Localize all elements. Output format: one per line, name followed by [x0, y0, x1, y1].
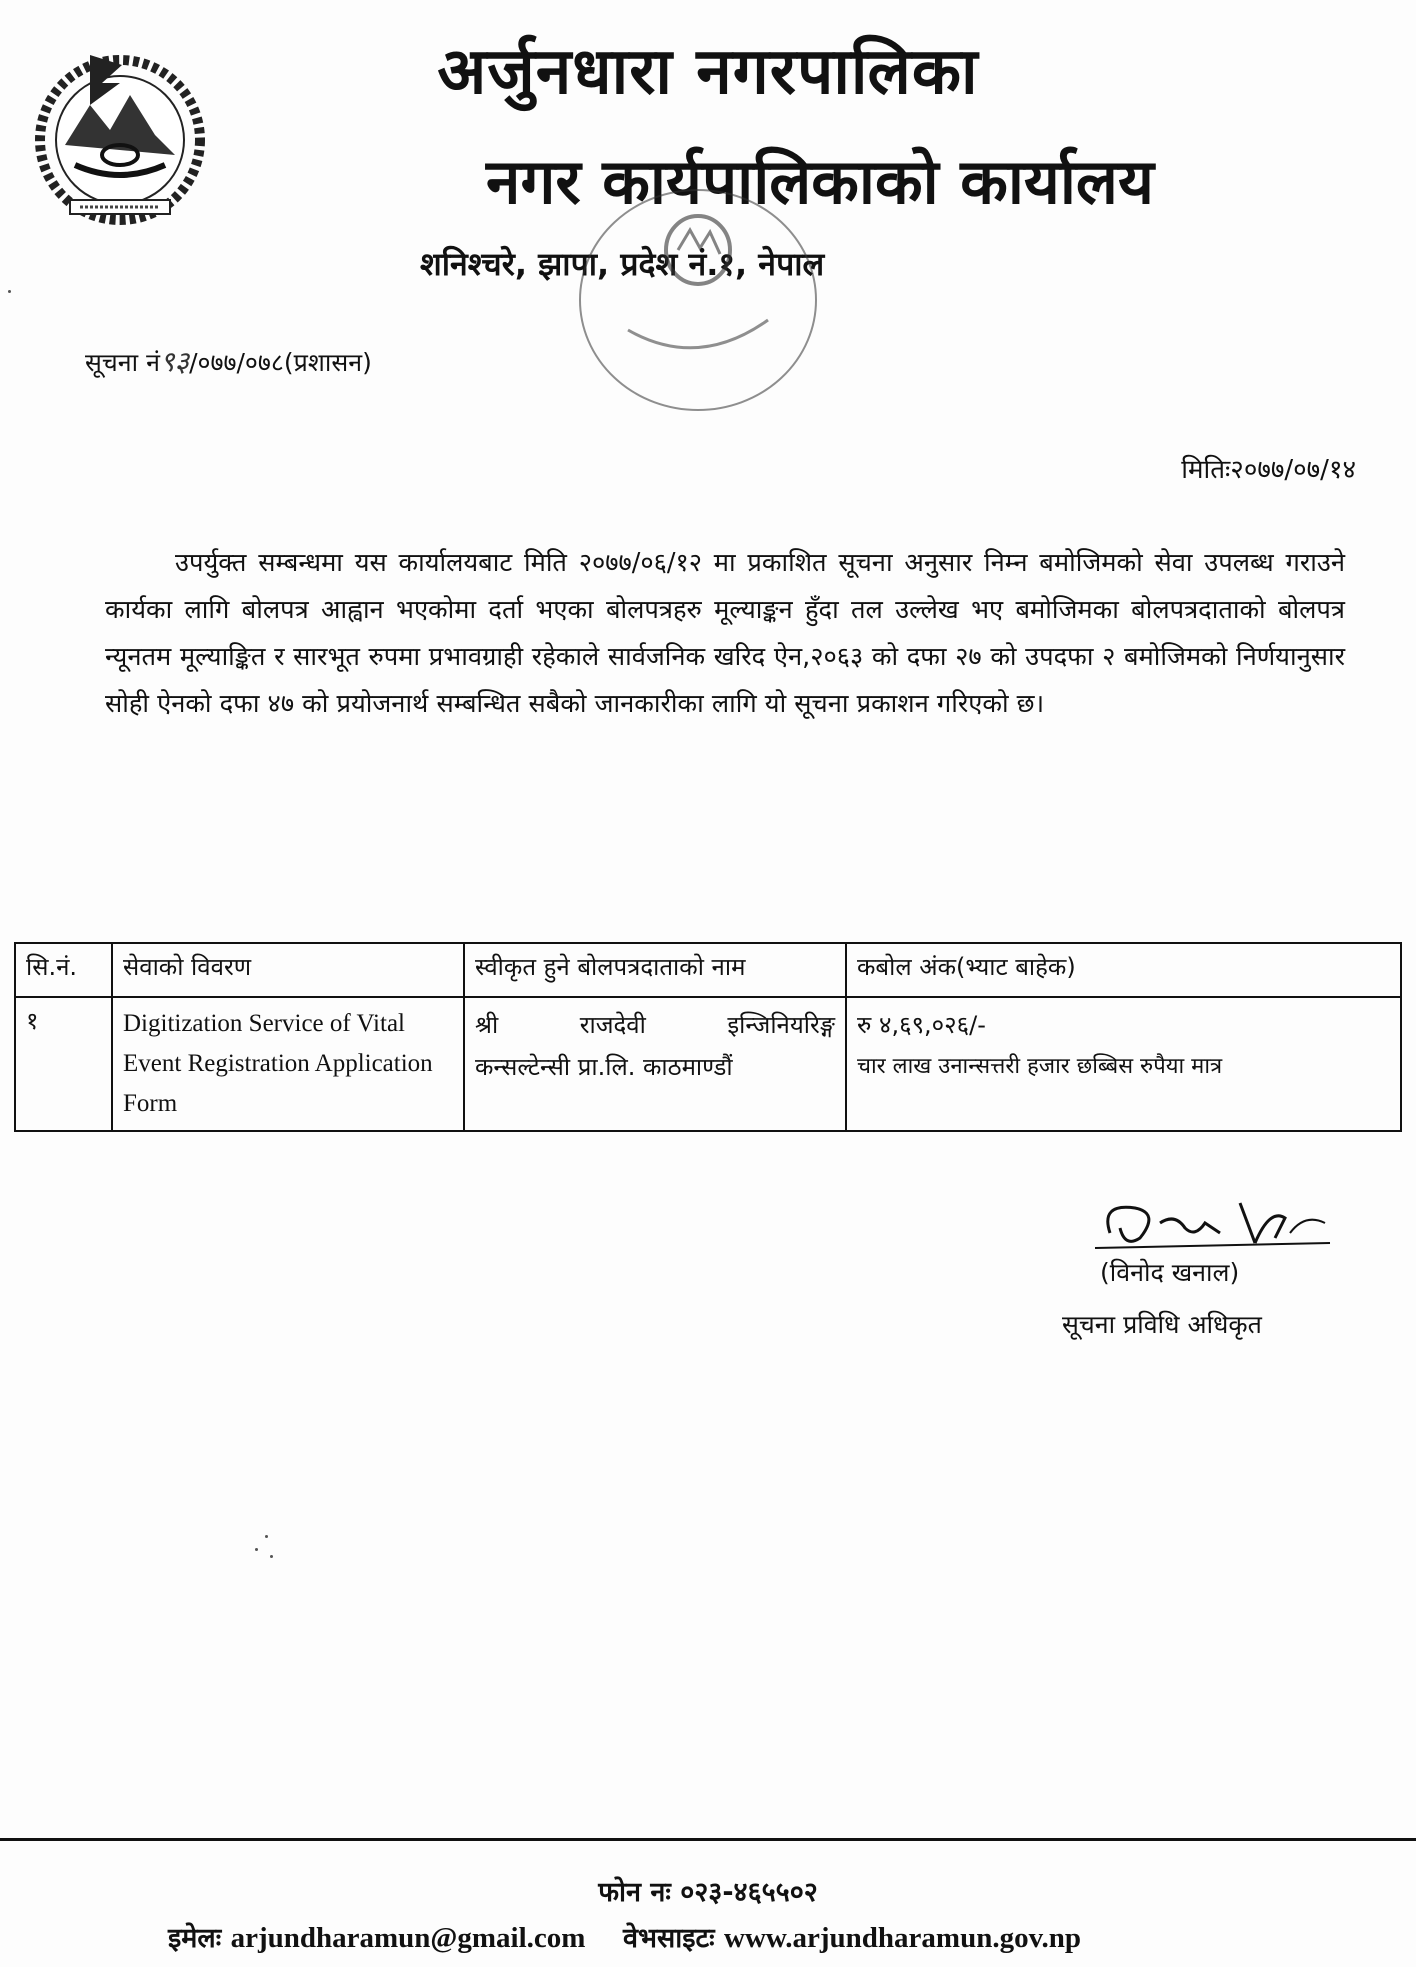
- cell-serial: १: [15, 997, 112, 1131]
- notice-number-handwritten: ९३: [159, 345, 190, 378]
- scan-speck: [270, 1555, 273, 1558]
- amount-figure: रु ४,६९,०२६/-: [857, 1011, 986, 1039]
- email-label: इमेलः: [168, 1923, 222, 1954]
- header-bidder: स्वीकृत हुने बोलपत्रदाताको नाम: [464, 943, 846, 997]
- municipality-title: अर्जुनधारा नगरपालिका: [437, 35, 979, 109]
- website-link[interactable]: www.arjundharamun.gov.np: [724, 1922, 1081, 1954]
- footer-contacts: [168, 1918, 1081, 1955]
- website-label: वेभसाइटः: [623, 1923, 715, 1954]
- scan-speck: [265, 1535, 268, 1538]
- signer-name: (विनोद खनाल): [1100, 1258, 1240, 1287]
- cell-service: Digitization Service of Vital Event Registration Application Form: [112, 997, 464, 1131]
- notice-number-label: सूचना नं: [85, 348, 160, 377]
- footer-phone: फोन नः ०२३-४६५५०२: [598, 1877, 818, 1908]
- footer-divider: [0, 1838, 1416, 1841]
- header-serial: सि.नं.: [15, 943, 112, 997]
- bidder-line-2: कन्सल्टेन्सी प्रा.लि. काठमाण्डौं: [475, 1053, 733, 1081]
- scan-speck: [255, 1548, 258, 1551]
- amount-words: चार लाख उनान्सत्तरी हजार छब्बिस रुपैया मात्र: [857, 1054, 1223, 1079]
- notice-number: [85, 342, 372, 380]
- header-service: सेवाको विवरण: [112, 943, 464, 997]
- email-link[interactable]: arjundharamun@gmail.com: [230, 1922, 586, 1954]
- office-stamp-icon: [568, 170, 828, 430]
- notice-date: मितिः२०७७/०७/१४: [1181, 455, 1356, 485]
- bidder-line-1: श्री राजदेवी इन्जिनियरिङ्ग: [475, 1011, 835, 1039]
- header-amount: कबोल अंक(भ्याट बाहेक): [846, 943, 1401, 997]
- table-header-row: [15, 943, 1401, 997]
- award-table: [14, 942, 1402, 1132]
- office-title: नगर कार्यपालिकाको कार्यालय: [486, 145, 1154, 218]
- office-address: शनिश्चरे, झापा, प्रदेश नं.१, नेपाल: [420, 245, 825, 283]
- cell-amount: [846, 997, 1401, 1131]
- cell-bidder: [464, 997, 846, 1131]
- scan-speck: [8, 290, 11, 293]
- notice-number-suffix: /०७७/०७८(प्रशासन): [189, 348, 372, 377]
- notice-body: उपर्युक्त सम्बन्धमा यस कार्यालयबाट मिति २०७७/०६/१२ मा प्रकाशित सूचना अनुसार निम्न बमोजिमको सेवा उपलब्ध गराउने कार्यका लागि बोलपत्र आह्वान भएकोमा दर्ता भएका बोलपत्रहरु मूल्याङ्कन हुँदा तल उल्लेख भए बमोजिमका बोलपत्रदाताको बोलपत्र न्यूनतम मूल्याङ्कित र सारभूत रुपमा प्रभावग्राही रहेकाले सार्वजनिक खरिद ऐन,२०६३ को दफा २७ को उपदफा २ बमोजिमको निर्णयानुसार सोही ऐनको दफा ४७ को प्रयोजनार्थ सम्बन्धित सबैको जानकारीका लागि यो सूचना प्रकाशन गरिएको छ।: [105, 548, 1345, 719]
- table-row: [15, 997, 1401, 1131]
- signer-designation: सूचना प्रविधि अधिकृत: [1062, 1310, 1262, 1339]
